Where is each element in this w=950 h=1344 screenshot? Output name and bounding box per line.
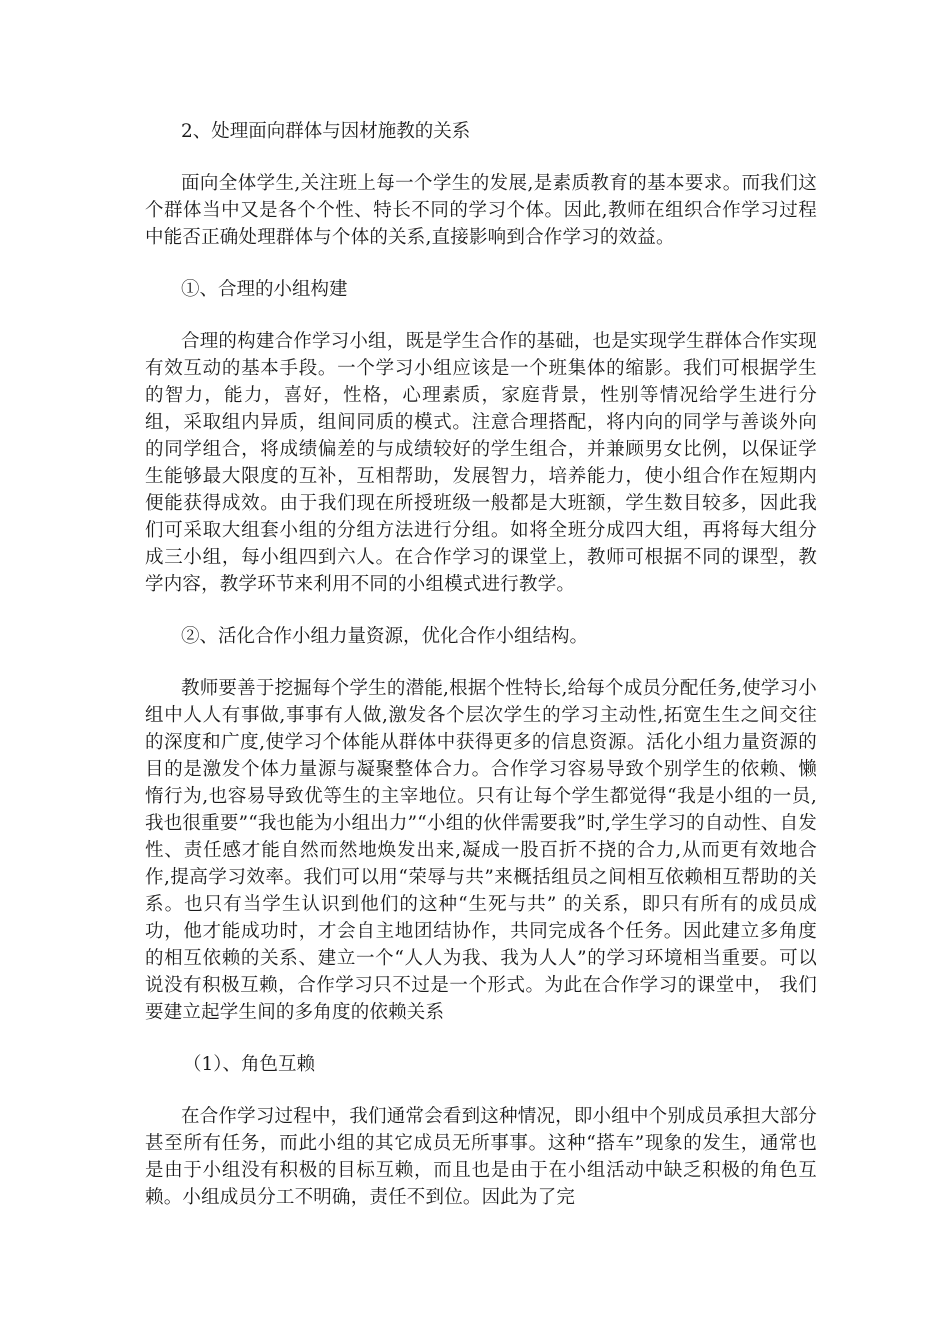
section-heading-2: 2、处理面向群体与因材施教的关系: [181, 121, 471, 142]
subsection-heading-group-building: ①、合理的小组构建: [181, 279, 348, 300]
subsection-heading-activate-resources: ②、活化合作小组力量资源，优化合作小组结构。: [181, 626, 589, 647]
paragraph-group-building: 合理的构建合作学习小组，既是学生合作的基础，也是实现学生群体合作实现有效互动的基本手段。一个学习小组应该是一个班集体的缩影。我们可根据学生的智力，能力，喜好，性格，心理素质，家庭背景，性别等情况给学生进行分组，采取组内异质，组间同质的模式。注意合理搭配，将内向的同学与善谈外向的同学组合，将成绩偏差的与成绩较好的学生组合，并兼顾男女比例，以保证学生能够最大限度的互补，互相帮助，发展智力，培养能力，使小组合作在短期内便能获得成效。由于我们现在所授班级一般都是大班额，学生数目较多，因此我们可采取大组套小组的分组方法进行分组。如将全班分成四大组，再将每大组分成三小组，每小组四到六人。在合作学习的课堂上，教师可根据不同的课型，教学内容，教学环节来利用不同的小组模式进行教学。: [145, 331, 817, 595]
paragraph-role-interdependence: 在合作学习过程中，我们通常会看到这种情况，即小组中个别成员承担大部分甚至所有任务，而此小组的其它成员无所事事。这种“搭车”现象的发生，通常也是由于小组没有积极的目标互赖，而且也是由于在小组活动中缺乏积极的角色互赖。小组成员分工不明确，责任不到位。因此为了完: [145, 1106, 817, 1208]
document-page: [145, 118, 817, 1236]
paragraph-activate-resources: 教师要善于挖掘每个学生的潜能,根据个性特长,给每个成员分配任务,使学习小组中人人有事做,事事有人做,激发各个层次学生的学习主动性,拓宽生生之间交往的深度和广度,使学习个体能从群体中获得更多的信息资源。活化小组力量资源的目的是激发个体力量源与凝聚整体合力。合作学习容易导致个别学生的依赖、懒惰行为,也容易导致优等生的主宰地位。只有让每个学生都觉得“我是小组的一员,我也很重要”“我也能为小组出力”“小组的伙伴需要我”时,学生学习的自动性、自发性、责任感才能自然而然地焕发出来,凝成一股百折不挠的合力,从而更有效地合作,提高学习效率。我们可以用“荣辱与共”来概括组员之间相互依赖相互帮助的关系。也只有当学生认识到他们的这种“生死与共” 的关系，即只有所有的成员成功，他才能成功时，才会自主地团结协作，共同完成各个任务。因此建立多角度的相互依赖的关系、建立一个“人人为我、我为人人”的学习环境相当重要。可以说没有积极互赖，合作学习只不过是一个形式。为此在合作学习的课堂中， 我们要建立起学生间的多角度的依赖关系: [145, 678, 817, 1023]
subsection-heading-role-interdependence: （1）、角色互赖: [183, 1054, 316, 1075]
paragraph-group-vs-individual: 面向全体学生,关注班上每一个学生的发展,是素质教育的基本要求。而我们这个群体当中又是各个个性、特长不同的学习个体。因此,教师在组织合作学习过程中能否正确处理群体与个体的关系,直接影响到合作学习的效益。: [145, 173, 817, 248]
